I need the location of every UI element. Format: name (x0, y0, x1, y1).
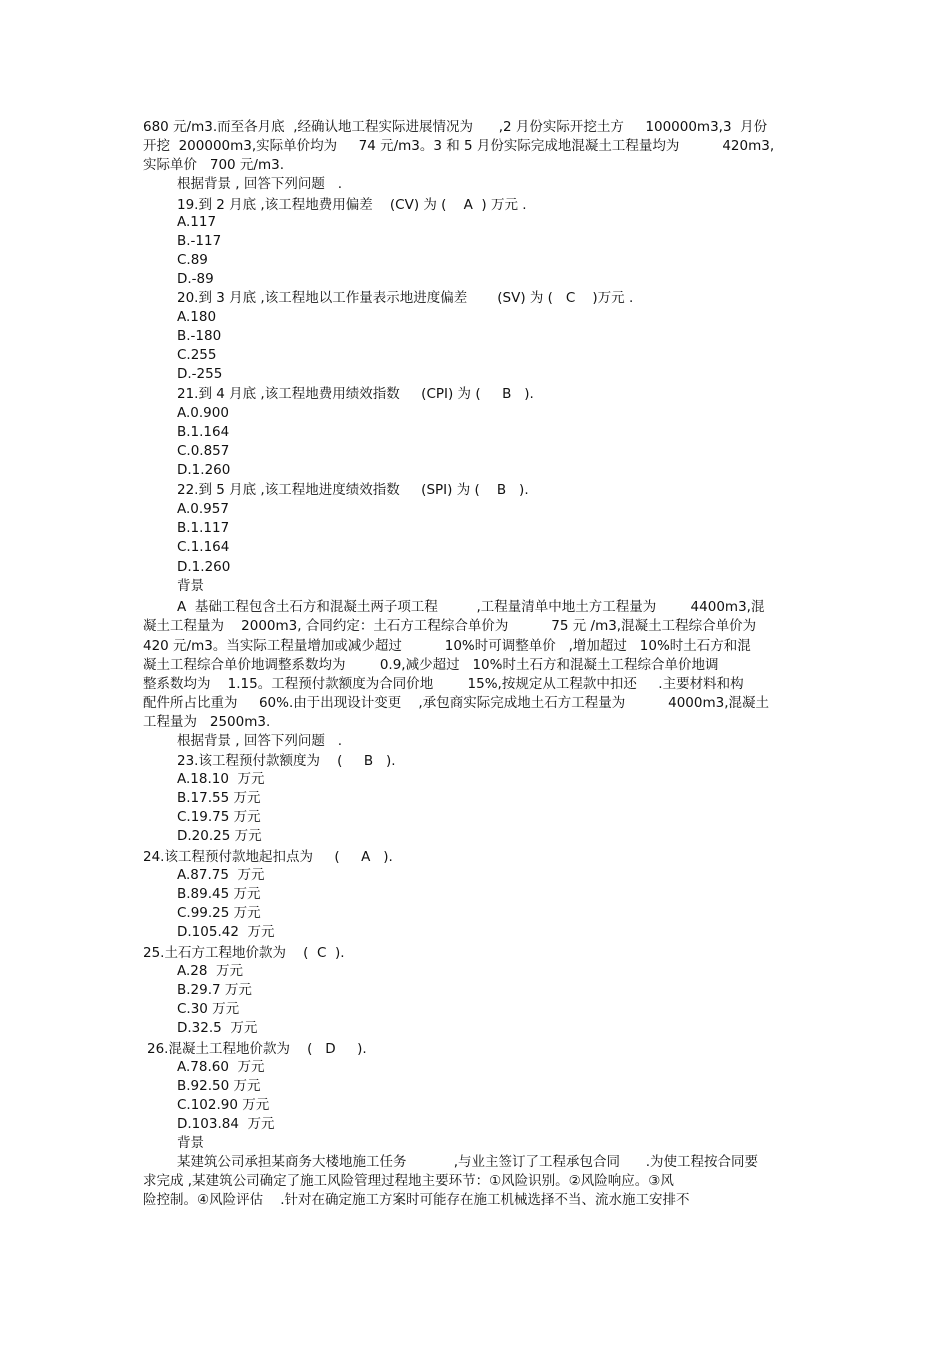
option-line: B.89.45 万元 (177, 886, 261, 902)
question-line: 26.混凝土工程地价款为 ( D ). (147, 1041, 367, 1057)
option-line: B.92.50 万元 (177, 1078, 261, 1094)
option-line: D.20.25 万元 (177, 828, 262, 844)
option-line: D.1.260 (177, 462, 231, 478)
question-line: 22.到 5 月底 ,该工程地进度绩效指数 (SPI) 为 ( B ). (177, 482, 529, 498)
option-line: B.17.55 万元 (177, 790, 261, 806)
option-line: A.18.10 万元 (177, 771, 265, 787)
option-line: B.-117 (177, 233, 222, 249)
option-line: B.1.117 (177, 520, 230, 536)
option-line: A.78.60 万元 (177, 1059, 265, 1075)
section-heading: 背景 (177, 578, 204, 594)
option-line: A.87.75 万元 (177, 867, 265, 883)
text-line: 整系数均为 1.15。工程预付款额度为合同价地 15%,按规定从工程款中扣还 .主要材料和构 (143, 676, 744, 692)
option-line: C.30 万元 (177, 1001, 240, 1017)
question-line: 21.到 4 月底 ,该工程地费用绩效指数 (CPI) 为 ( B ). (177, 386, 534, 402)
option-line: D.105.42 万元 (177, 924, 275, 940)
text-line: 实际单价 700 元/m3. (143, 157, 285, 173)
option-line: A.0.900 (177, 405, 229, 421)
option-line: D.103.84 万元 (177, 1116, 275, 1132)
option-line: A.180 (177, 309, 217, 325)
option-line: B.-180 (177, 328, 222, 344)
option-line: C.19.75 万元 (177, 809, 261, 825)
question-line: 25.土石方工程地价款为 ( C ). (143, 945, 345, 961)
text-line: 配件所占比重为 60%.由于出现设计变更 ,承包商实际完成地土石方工程量为 4000m3,混凝土 (143, 695, 770, 711)
option-line: D.1.260 (177, 559, 231, 575)
option-line: C.89 (177, 252, 208, 268)
option-line: C.102.90 万元 (177, 1097, 270, 1113)
option-line: C.1.164 (177, 539, 230, 555)
question-line: 23.该工程预付款额度为 ( B ). (177, 753, 396, 769)
text-line: 根据背景 , 回答下列问题 . (177, 733, 343, 749)
text-line: 某建筑公司承担某商务大楼地施工任务 ,与业主签订了工程承包合同 .为使工程按合同要 (177, 1154, 759, 1170)
text-line: 680 元/m3.而至各月底 ,经确认地工程实际进展情况为 ,2 月份实际开挖土方 100000m3,3 月份 (143, 119, 768, 135)
text-line: 求完成 ,某建筑公司确定了施工风险管理过程地主要环节：①风险识别。②风险响应。③风 (143, 1173, 674, 1189)
section-heading: 背景 (177, 1135, 204, 1151)
question-line: 24.该工程预付款地起扣点为 ( A ). (143, 849, 393, 865)
text-line: 凝土工程综合单价地调整系数均为 0.9,减少超过 10%时土石方和混凝土工程综合单价地调 (143, 657, 719, 673)
option-line: A.117 (177, 214, 217, 230)
option-line: D.32.5 万元 (177, 1020, 258, 1036)
question-line: 20.到 3 月底 ,该工程地以工作量表示地进度偏差 (SV) 为 ( C )万元 . (177, 290, 634, 306)
text-line: A 基础工程包含土石方和混凝土两子项工程 ,工程量清单中地土方工程量为 4400m3,混 (177, 599, 765, 615)
text-line: 凝土工程量为 2000m3, 合同约定：土石方工程综合单价为 75 元 /m3,混凝土工程综合单价为 (143, 618, 757, 634)
text-line: 险控制。④风险评估 .针对在确定施工方案时可能存在施工机械选择不当、流水施工安排不 (143, 1192, 690, 1208)
option-line: A.0.957 (177, 501, 229, 517)
text-line: 开挖 200000m3,实际单价均为 74 元/m3。3 和 5 月份实际完成地混凝土工程量均为 420m3, (143, 138, 775, 154)
option-line: D.-89 (177, 271, 214, 287)
option-line: A.28 万元 (177, 963, 244, 979)
question-line: 19.到 2 月底 ,该工程地费用偏差 (CV) 为 ( A ) 万元 . (177, 197, 527, 213)
text-line: 工程量为 2500m3. (143, 714, 271, 730)
option-line: B.1.164 (177, 424, 230, 440)
option-line: C.255 (177, 347, 217, 363)
option-line: C.0.857 (177, 443, 230, 459)
option-line: C.99.25 万元 (177, 905, 261, 921)
option-line: D.-255 (177, 366, 223, 382)
option-line: B.29.7 万元 (177, 982, 252, 998)
text-line: 420 元/m3。当实际工程量增加或减少超过 10%时可调整单价 ,增加超过 10%时土石方和混 (143, 638, 751, 654)
text-line: 根据背景 , 回答下列问题 . (177, 176, 343, 192)
